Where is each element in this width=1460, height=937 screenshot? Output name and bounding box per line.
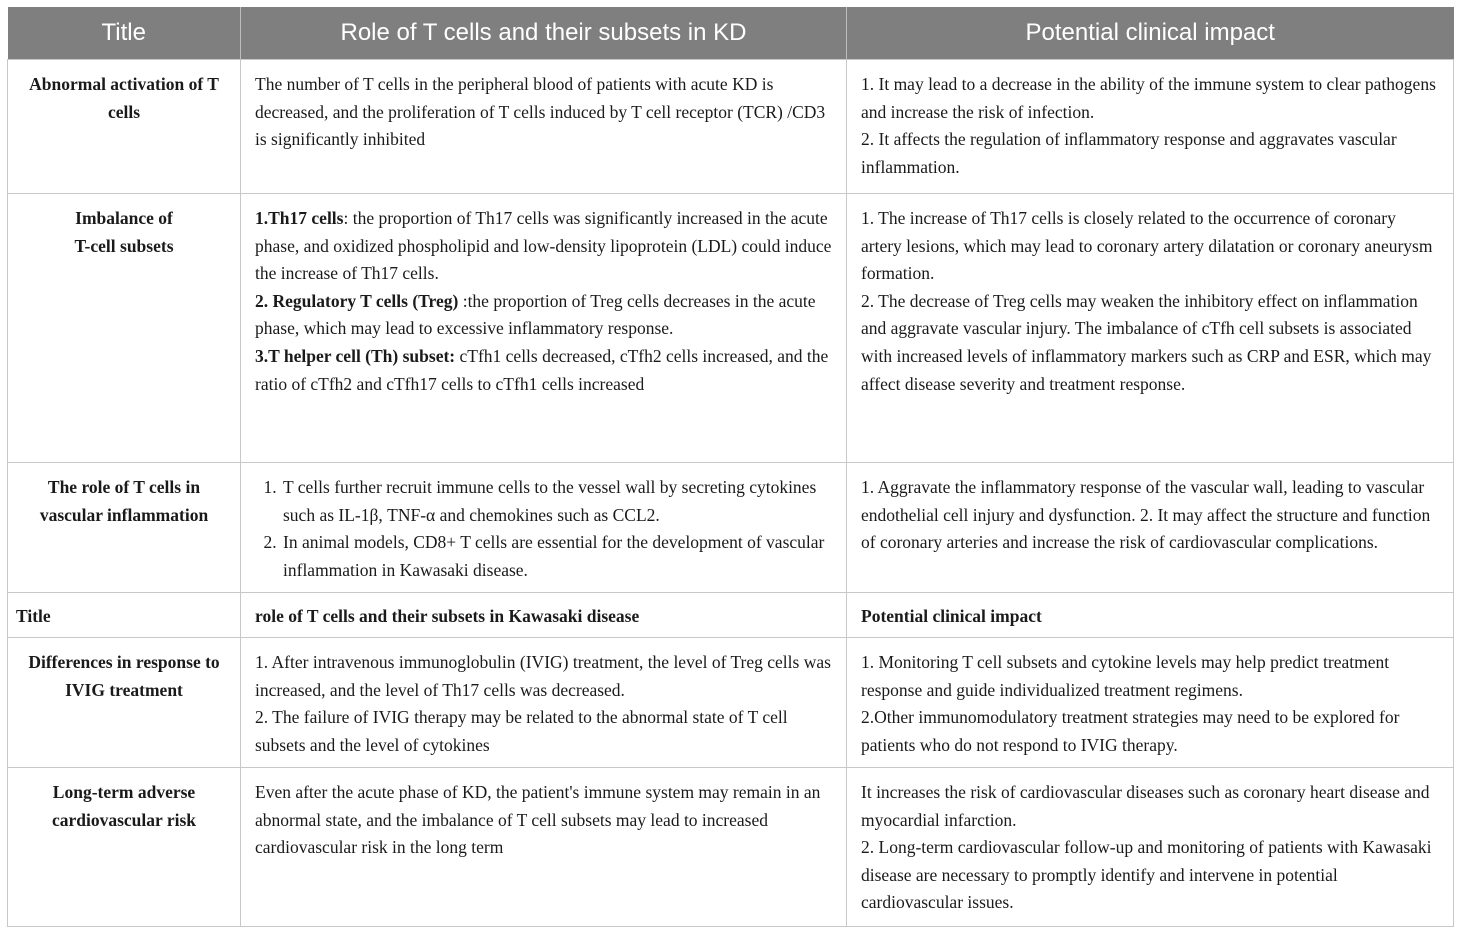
header-title: Title [8, 7, 241, 60]
role-item-lead: 2. Regulatory T cells (Treg) [255, 290, 459, 311]
impact-line: It increases the risk of cardiovascular diseases such as coronary heart disease and myocardial infarction. [861, 782, 1430, 830]
table-row [8, 593, 1454, 638]
table-row [8, 638, 1454, 768]
row-title: Long-term adverse cardiovascular risk [8, 768, 241, 927]
table-header [8, 7, 1454, 60]
list-item: 2. In animal models, CD8+ T cells are essential for the development of vascular inflammation in Kawasaki disease. [281, 529, 832, 584]
row-impact [847, 768, 1454, 927]
row-impact: Potential clinical impact [847, 593, 1454, 638]
impact-line: 2. It affects the regulation of inflammatory response and aggravates vascular inflammation. [861, 129, 1397, 177]
impact-line: 2.Other immunomodulatory treatment strategies may need to be explored for patients who do not respond to IVIG therapy. [861, 707, 1400, 755]
row-title: The role of T cells in vascular inflammation [8, 463, 241, 593]
row-title [8, 194, 241, 463]
impact-line: 1. The increase of Th17 cells is closely related to the occurrence of coronary artery lesions, which may lead to coronary artery dilatation or coronary aneurysm formation. [861, 208, 1433, 284]
role-line: 1. After intravenous immunoglobulin (IVIG) treatment, the level of Treg cells was increased, and the level of Th17 cells was decreased. [255, 652, 831, 700]
role-list [255, 474, 832, 584]
role-line: 2. The failure of IVIG therapy may be related to the abnormal state of T cell subsets and the level of cytokines [255, 707, 788, 755]
role-item-lead: 3.T helper cell (Th) subset: [255, 345, 456, 366]
row-role: role of T cells and their subsets in Kawasaki disease [241, 593, 847, 638]
row-impact: 1. Aggravate the inflammatory response of the vascular wall, leading to vascular endothelial cell injury and dysfunction. 2. It may affect the structure and function of coronary arteries and increase the risk of cardiovascular complications. [847, 463, 1454, 593]
impact-line: 2. Long-term cardiovascular follow-up and monitoring of patients with Kawasaki disease are necessary to promptly identify and intervene in potential cardiovascular issues. [861, 837, 1432, 913]
row-title-line: Imbalance of [75, 208, 173, 228]
table-row [8, 60, 1454, 194]
row-role [241, 463, 847, 593]
row-impact [847, 194, 1454, 463]
role-item-lead: 1.Th17 cells [255, 208, 344, 228]
row-impact [847, 638, 1454, 768]
header-role: Role of T cells and their subsets in KD [241, 7, 847, 60]
role-item [255, 288, 832, 343]
impact-line: 2. The decrease of Treg cells may weaken the inhibitory effect on inflammation and aggravate vascular injury. The imbalance of cTfh cell subsets is associated with increased levels of inflammatory markers such as CRP and ESR, which may affect disease severity and treatment response. [861, 290, 1432, 394]
row-role: The number of T cells in the peripheral blood of patients with acute KD is decreased, and the proliferation of T cells induced by T cell receptor (TCR) /CD3 is significantly inhibited [241, 60, 847, 194]
role-item-text: : the proportion of Th17 cells was significantly increased in the acute phase, and oxidized phospholipid and low-density lipoprotein (LDL) could induce the increase of Th17 cells. [255, 208, 832, 284]
row-role: Even after the acute phase of KD, the patient's immune system may remain in an abnormal state, and the imbalance of T cell subsets may lead to increased cardiovascular risk in the long term [241, 768, 847, 927]
role-item [255, 343, 832, 398]
list-item: 1. T cells further recruit immune cells to the vessel wall by secreting cytokines such as IL-1β, TNF-α and chemokines such as CCL2. [281, 474, 832, 529]
impact-line: 1. Monitoring T cell subsets and cytokine levels may help predict treatment response and guide individualized treatment regimens. [861, 652, 1390, 700]
header-impact: Potential clinical impact [847, 7, 1454, 60]
row-title: Differences in response to IVIG treatment [8, 638, 241, 768]
row-role [241, 194, 847, 463]
row-title-line: T-cell subsets [74, 235, 174, 256]
row-title: Title [8, 593, 241, 638]
role-item-text: :the proportion of Treg cells decreases in the acute phase, which may lead to excessive inflammatory response. [255, 290, 816, 339]
role-item-text: cTfh1 cells decreased, cTfh2 cells increased, and the ratio of cTfh2 and cTfh17 cells to cTfh1 cells increased [255, 345, 829, 394]
table-row [8, 463, 1454, 593]
kd-table [7, 7, 1454, 927]
table-row [8, 768, 1454, 927]
row-impact [847, 60, 1454, 194]
row-role [241, 638, 847, 768]
row-title: Abnormal activation of T cells [8, 60, 241, 194]
impact-line: 1. It may lead to a decrease in the ability of the immune system to clear pathogens and increase the risk of infection. [861, 74, 1436, 122]
table-row [8, 194, 1454, 463]
role-item [255, 205, 832, 288]
